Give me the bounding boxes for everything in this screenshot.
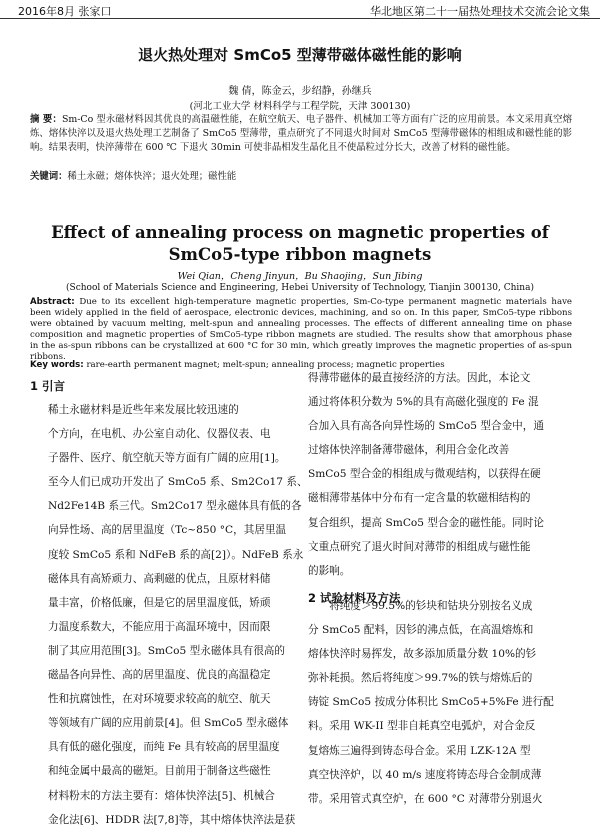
right-column-top-text: [308, 366, 572, 583]
text-line: 磁相薄带基体中分布有一定含量的软磁相结构的: [308, 492, 531, 505]
text-line: 材料粉末的方法主要有：熔体快淬法[5]、机械合: [48, 789, 275, 802]
text-line: 弥补耗损。然后将纯度＞99.7%的铁与熔炼后的: [308, 672, 533, 685]
text-line: 向异性场、高的居里温度（Tc~850 °C，其居里温: [48, 524, 287, 537]
text-line: 力温度系数大，不能应用于高温环境中，因而限: [48, 620, 271, 633]
text-line: 至今人们已成功开发出了 SmCo5 系、Sm2Co17 系、: [48, 476, 308, 489]
text-line: 个方向，在电机、办公室自动化、仪器仪表、电: [48, 428, 271, 441]
text-line: 量丰富，价格低廉，但是它的居里温度低，矫顽: [48, 596, 271, 609]
header-right: 华北地区第二十一届热处理技术交流会论文集: [370, 5, 590, 18]
text-line: 度较 SmCo5 系和 NdFeB 系的高[2]）。NdFeB 系永: [48, 548, 304, 561]
authors-chinese: 魏 倩，陈金云，步绍静，孙继兵: [228, 86, 372, 97]
text-line: 子器件、医疗、航空航天等方面有广阔的应用[1]。: [48, 452, 286, 465]
text-line: 磁体具有高矫顽力、高剩磁的优点，且原材料储: [48, 572, 271, 585]
abstract-chinese: [30, 113, 572, 155]
text-line: 分 SmCo5 配料，因钐的沸点低，在高温熔炼和: [308, 624, 534, 637]
text-line: 性和抗腐蚀性，在对环境要求较高的航空、航天: [48, 693, 271, 706]
text-line: 真空快淬炉，以 40 m/s 速度将铸态母合金制成薄: [308, 768, 542, 781]
keywords-label: 关键词：: [30, 171, 68, 182]
abstract-english: [30, 297, 572, 363]
abstract-label: 摘 要：: [30, 114, 62, 125]
text-line: 料。采用 WK-II 型非自耗真空电弧炉，对合金反: [308, 720, 536, 733]
running-header: [0, 0, 600, 19]
text-line: 复合组织，提高 SmCo5 型合金的磁性能。同时论: [308, 516, 544, 529]
authors-english: Wei Qian，Cheng Jinyun，Bu Shaojing，Sun Jibing: [177, 271, 423, 282]
text-line: 通过将体积分数为 5%的具有高磁化强度的 Fe 混: [308, 396, 539, 409]
text-line: Nd2Fe14B 系三代。Sm2Co17 型永磁体具有低的各: [48, 500, 302, 513]
text-line: 熔体快淬时易挥发，故多添加质量分数 10%的钐: [308, 648, 537, 661]
section-1-heading: 1 引言: [30, 379, 66, 393]
text-line: 过熔体快淬制备薄带磁体，利用合金化改善: [308, 444, 510, 457]
keywords-text: 稀土永磁；熔体快淬；退火处理；磁性能: [67, 171, 237, 182]
right-column-bottom-text: [308, 594, 572, 811]
text-line: 金化法[6]、HDDR 法[7,8]等，其中熔体快淬法是获: [48, 813, 296, 826]
text-line: 等领域有广阔的应用前景[4]。但 SmCo5 型永磁体: [48, 717, 289, 730]
title-english: Effect of annealing process on magnetic properties of SmCo5-type ribbon magnets: [51, 223, 549, 264]
keywords-en-text: rare-earth permanent magnet; melt-spun; annealing process; magnetic properties: [86, 360, 445, 370]
abstract-en-label: Abstract:: [30, 297, 75, 307]
left-column-text: [48, 398, 308, 832]
text-line: 文重点研究了退火时间对薄带的相组成与磁性能: [308, 540, 531, 553]
text-line: SmCo5 型合金的相组成与微观结构，以获得在硬: [308, 468, 541, 481]
text-line: 复熔炼三遍得到铸态母合金。采用 LZK-12A 型: [308, 744, 531, 757]
abstract-text: Sm-Co 型永磁材料因其优良的高温磁性能，在航空航天、电子器件、机械加工等方面有广泛的应用前景。本文采用真空熔炼、熔体快淬以及退火热处理工艺制备了 SmCo5 型薄带，重点研究了不同退火时间对 SmCo5 型薄带磁体的相组成和磁性能的影响。结果表明，快淬薄带在 600 ℃ 下退火 30min 可使非晶相发生晶化且不使晶粒过分长大，改善了材料的磁性能。: [30, 114, 572, 153]
section-2-heading: 2 试验材料及方法: [308, 591, 401, 605]
text-line: 稀土永磁材料是近些年来发展比较迅速的: [48, 404, 239, 416]
text-line: 将纯度＞99.5%的钐块和钴块分别按名义成: [329, 600, 533, 612]
text-line: 得薄带磁体的最直接经济的方法。因此，本论文: [308, 372, 531, 384]
text-line: 合加入具有高各向异性场的 SmCo5 型合金中，通: [308, 420, 544, 433]
affiliation-chinese: (河北工业大学 材料科学与工程学院，天津 300130): [189, 101, 411, 112]
keywords-en-label: Key words:: [30, 360, 84, 370]
text-line: 制了其应用范围[3]。SmCo5 型永磁体具有很高的: [48, 644, 285, 657]
header-left: 2016年8月 张家口: [18, 5, 112, 18]
text-line: 磁晶各向异性、高的居里温度、优良的高温稳定: [48, 669, 271, 682]
abstract-en-text: Due to its excellent high-temperature magnetic properties, Sm-Co-type permanent magnetic materials have been widely applied in the field of aerospace, electronic devices, machining, and so on. In this paper, SmCo5-type ribbons were obtained by vacuum melting, melt-spun and annealing processes. The effects of different annealing time on phase composition and magnetic properties of SmCo5-type ribbon magnets are studied. The results show that amorphous phase in the as-spun ribbons can be crystallized at 600 °C for 30 min, which greatly improves the magnetic properties of as-spun ribbons.: [30, 297, 573, 362]
title-chinese: 退火热处理对 SmCo5 型薄带磁体磁性能的影响: [138, 46, 462, 64]
text-line: 和纯金属中最高的磁矩。目前用于制备这些磁性: [48, 765, 271, 778]
text-line: 铸锭 SmCo5 按成分体积比 SmCo5+5%Fe 进行配: [308, 696, 554, 709]
text-line: 的影响。: [308, 564, 351, 577]
text-line: 具有低的磁化强度，而纯 Fe 具有较高的居里温度: [48, 741, 280, 754]
keywords-chinese: [30, 170, 572, 184]
affiliation-english: (School of Materials Science and Engineering, Hebei University of Technology, Tianjin 300130, China): [66, 283, 534, 293]
text-line: 带。采用管式真空炉，在 600 °C 对薄带分别退火: [308, 792, 543, 805]
